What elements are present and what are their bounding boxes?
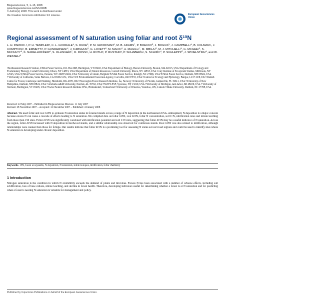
keywords-text: 15N, forest ecosystems, N deposition, N saturation, stable isotopes, nitrification, foliar chemistry <box>19 164 121 167</box>
journal-citation: Biogeosciences, 5, 1–16, 2008 www.biogeosciences.net/5/1/2008/ © Author(s) 2008. This work is distributed under the Creative Commons Attribution 3.0 License. <box>7 4 62 17</box>
abstract <box>7 112 218 132</box>
author-list: L. H. PARDO¹·², P. H. TEMPLER³, C. L. GOODALE⁴, S. DUKE⁵, P. M. GROFFMAN⁶, M. B. ADAMS⁷, P. BOECKX⁸, J. BOGGS⁹, J. CAMPBELL¹⁰, B. COLMAN¹¹, J. COMPTON¹², B. EMMETT¹³, P. GUNDERSEN¹⁴, J. KJØNAAS¹⁵, G. LOVETT⁶, M. MACK¹⁶, A. MAGILL¹⁷, M. MBILA¹⁸, M. J. MITCHELL¹⁹, G. MCGEE¹⁹, S. MCNULTY⁹, K. NADELHOFFER²⁰, S. OLLINGER¹⁷, D. ROSS²¹, H. ROTH²², P. RUSTAD²³, P. SCHABERG¹, S. SCHIFF²⁴, P. SCHLEPPI²⁵, J. SPOELSTRA²⁴, and W. WESSEL²⁶ <box>7 43 218 58</box>
logo-text: European Geosciences Union <box>188 13 215 19</box>
title-suffix: N <box>187 35 192 42</box>
abstract-text: We used foliar and root δ15N to evaluate N saturation status in forested stands across a range of N deposition in the northeastern USA. Atmospheric N deposition is a major concern because excess N can cause a cascade of effects leading to N saturation. We compiled data on foliar δ15N, root δ15N, foliar N concentration, soil C:N, nitrification rates and nitrate leaching from more than 150 sites. Foliar δ15N was significantly correlated with nitrification potential and soil C:N ratio, suggesting that foliar δ15N may be a useful indicator of N saturation. Across the region, foliar δ15N increased with N deposition in hardwood stands, and a similar relationship was observed for coniferous stands. Root δ15N was also related to nitrification, although relationships were weaker than those for foliage. Our results indicate that foliar δ15N is a promising tool for assessing N status across broad regions and could be used to identify sites where N saturation is developing under chronic deposition. <box>7 112 219 133</box>
affiliations: ¹Northeastern Research Station, USDA Forest Service, P.O. Box 968, Burlington, VT 05402, USA ²Department of Biology, Boston University, Boston, MA 02215, USA ³Department of Ecology and Evolutionary Biology, Cornell University, Ithaca, NY 14853, USA ⁴Department of Natural Resources, Cornell University, Ithaca, NY 14853, USA ⁵Cary Institute of Ecosystem Studies, Millbrook, NY 12545, USA ⁶USDA Forest Service, Parsons, WV 26287-0404, USA ⁷University of Ghent, Belgium ⁸USDA Forest Service, Raleigh, NC 27606, USA ⁹USDA Forest Service, Durham, NH 03824, USA ¹⁰University of California, Santa Barbara, CA 93106-5131, USA ¹¹US Environmental Protection Agency, Corvallis, OR 97333, USA ¹²Centre for Ecology and Hydrology, Bangor, LL57 2UP, UK ¹³Danish Centre for Forest, Landscape and Planning, Hørsholm, DK-2970, DK ¹⁴Norwegian Forest Research Institute, Ås, Norway ¹⁵University of Florida, Gainesville, FL 32611, USA ¹⁶University of New Hampshire, Durham, NH 03824, USA ¹⁷Alabama A&M University, Normal, AL 35762, USA ¹⁸SUNY-ESF, Syracuse, NY 13210, USA ¹⁹University of Michigan, Ann Arbor, MI 48109, USA ²⁰University of Vermont, Burlington, VT 05405, USA ²¹Swiss Federal Research Institute WSL, Birmensdorf, Switzerland ²²University of Waterloo, Waterloo, ON, Canada ²³Duke University, Durham, NC 27708, USA <box>7 67 217 89</box>
abstract-label: Abstract. <box>7 112 18 115</box>
title-text: Regional assessment of N saturation using foliar and root δ <box>7 35 183 42</box>
introduction-text: Nitrogen saturation is the condition in which N availability exceeds the demand of plants and microbes. Excess N has been associated with a number of adverse effects, including soil acidification, loss of base cations, nitrate leaching, and decline in forest health. Therefore, developing indicators useful for determining whether a forest is at N saturation and for predicting when a forest is nearing N saturation is valuable for management and policy. <box>7 182 218 192</box>
keywords <box>7 164 218 167</box>
journal-logo <box>174 12 218 26</box>
keywords-label: Keywords. <box>7 164 19 167</box>
section-heading: 1 Introduction <box>7 176 31 180</box>
received-dates: Received: 22 May 2007 – Published in Biogeosciences Discuss.: 11 July 2007 Revised: 28 November 2007 – Accepted: 12 December 2007 – Published: 4 January 2008 <box>7 103 101 110</box>
title-superscript: 15 <box>182 34 188 39</box>
page-footer: Published by Copernicus Publications on behalf of the European Geosciences Union. <box>7 289 218 294</box>
paper-title <box>7 33 218 42</box>
divider <box>7 168 218 169</box>
egu-logo-icon <box>174 13 186 25</box>
